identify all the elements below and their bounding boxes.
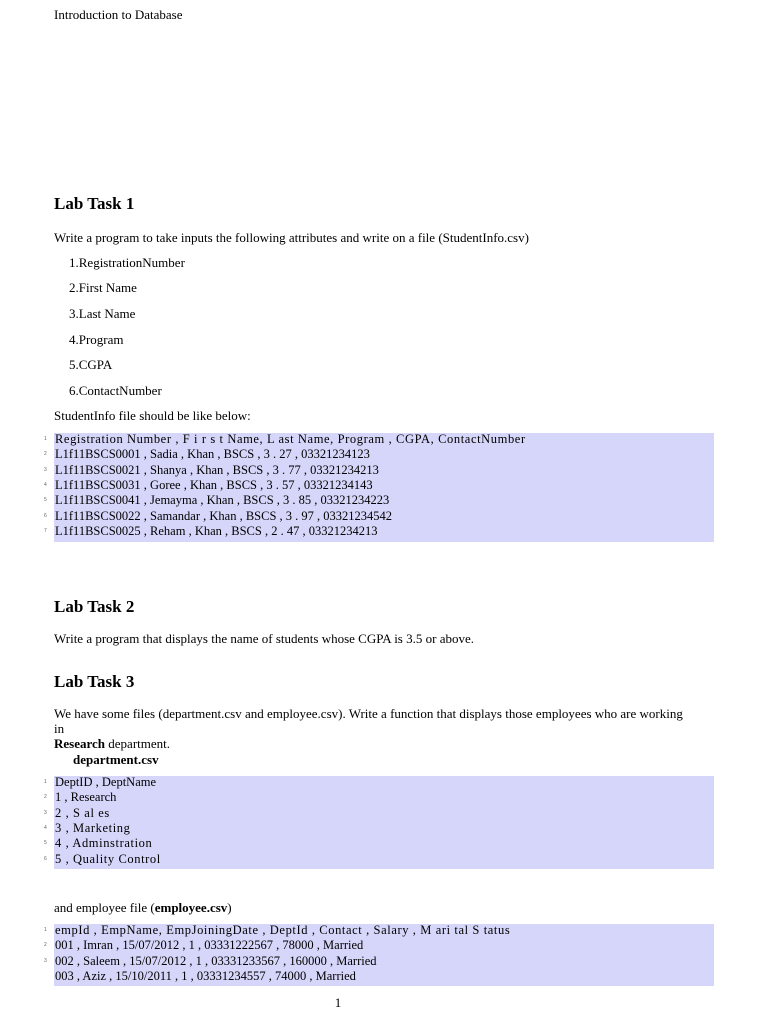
code-line: 1 empId , EmpName, EmpJoiningDate , DeptId , Contact , Salary , M ari tal S tatus (44, 923, 511, 937)
code-line: 3 L1f11BSCS0021 , Shanya , Khan , BSCS , 3 . 77 , 03321234213 (44, 462, 379, 477)
code-line: 1 Registration Number , F i r s t Name, L ast Name, Program , CGPA, ContactNumber (44, 432, 526, 446)
employee-file-label: and employee file (employee.csv) (54, 900, 232, 915)
code-line: 2 L1f11BSCS0001 , Sadia , Khan , BSCS , 3 . 27 , 03321234123 (44, 447, 370, 461)
code-line: 003 , Aziz , 15/10/2011 , 1 , 03331234557 , 74000 , Married (55, 969, 356, 983)
task2-title: Lab Task 2 (54, 597, 135, 616)
task1-intro: Write a program to take inputs the following attributes and write on a file (StudentInfo.csv) (54, 230, 529, 245)
code-line: 2 001 , Imran , 15/07/2012 , 1 , 03331222567 , 78000 , Married (44, 938, 364, 952)
code-line: 5 L1f11BSCS0041 , Jemayma , Khan , BSCS , 3 . 85 , 03321234223 (44, 493, 390, 507)
attribute-item: 2.First Name (69, 280, 137, 295)
code-line: 6 L1f11BSCS0022 , Samandar , Khan , BSCS , 3 . 97 , 03321234542 (44, 508, 393, 523)
code-line: 5 4 , Adminstration (44, 836, 153, 850)
code-line: 6 5 , Quality Control (44, 851, 161, 866)
code-line: 2 1 , Research (44, 790, 117, 804)
code-line: 7 L1f11BSCS0025 , Reham , Khan , BSCS , 2 . 47 , 03321234213 (44, 524, 378, 538)
code-line: 3 002 , Saleem , 15/07/2012 , 1 , 03331233567 , 160000 , Married (44, 953, 377, 968)
code-line: 4 3 , Marketing (44, 821, 131, 835)
code-line: 1 DeptID , DeptName (44, 775, 157, 789)
code-line: 3 2 , S al es (44, 805, 110, 820)
page-number: 1 (334, 995, 342, 1010)
department-code-block (44, 775, 714, 869)
running-header: Introduction to Database (54, 7, 183, 22)
department-file-label: department.csv (73, 752, 159, 767)
employee-code-block (44, 923, 714, 986)
task2-text: Write a program that displays the name of students whose CGPA is 3.5 or above. (54, 631, 474, 646)
task3-text: We have some files (department.csv and employee.csv). Write a function that displays those employees who are working in Research department. (54, 706, 683, 751)
attribute-item: 3.Last Name (69, 306, 136, 321)
research-bold: Research (54, 736, 106, 751)
task1-title: Lab Task 1 (54, 194, 135, 213)
attribute-item: 6.ContactNumber (69, 383, 162, 398)
attribute-item: 4.Program (69, 332, 124, 347)
attribute-item: 1.RegistrationNumber (69, 255, 185, 270)
attribute-item: 5.CGPA (69, 357, 113, 372)
task1-example-label: StudentInfo file should be like below: (54, 408, 251, 423)
code-line: 4 L1f11BSCS0031 , Goree , Khan , BSCS , 3 . 57 , 03321234143 (44, 478, 373, 492)
task3-title: Lab Task 3 (54, 672, 135, 691)
studentinfo-code-block (44, 432, 714, 542)
